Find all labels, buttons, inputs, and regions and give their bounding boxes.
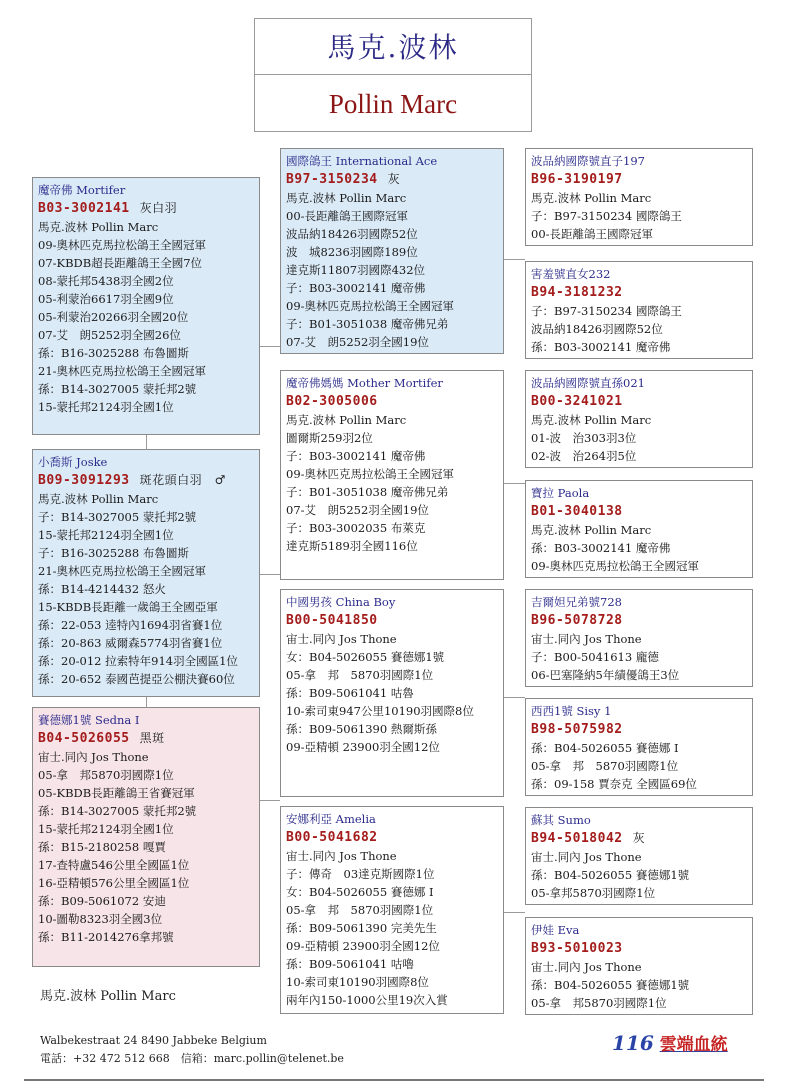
pedigree-card-gen3-3 (525, 370, 753, 468)
achievement-line: 07-艾 朗5252羽全國19位 (286, 335, 429, 349)
achievement-line: 01-波 治303羽3位 (531, 431, 637, 445)
pedigree-card-sire (32, 177, 260, 435)
bird-name: 中國男孩 China Boy (286, 595, 396, 609)
address-text: Walbekestraat 24 8490 Jabbeke Belgium (40, 1034, 267, 1047)
ring-number: B09-3091293 (38, 473, 130, 488)
bird-name: 國際鴿王 International Ace (286, 154, 438, 168)
achievement-line: 圖爾斯259羽2位 (286, 431, 373, 445)
achievement-line: 09-奧林匹克馬拉松鴿王全國冠軍 (286, 467, 455, 481)
pedigree-card-gen3-5 (525, 589, 753, 687)
pedigree-card-gen3-6 (525, 698, 753, 796)
contact-block (40, 1032, 344, 1068)
bird-name: 伊娃 Eva (531, 923, 580, 937)
achievement-line: 孫：B09-5061390 完美先生 (286, 921, 437, 935)
ring-number: B94-5018042 (531, 831, 623, 846)
achievement-line: 10-索司東10190羽國際8位 (286, 975, 429, 989)
bird-name: 安娜利亞 Amelia (286, 812, 376, 826)
pedigree-card-sedna (32, 707, 260, 967)
bird-name: 寶拉 Paola (531, 486, 590, 500)
connector-line (146, 435, 147, 449)
pedigree-card-gen3-4 (525, 480, 753, 578)
achievement-line: 05-利蒙治6617羽全國9位 (38, 292, 174, 306)
pedigree-card-dam (32, 449, 260, 697)
achievement-line: 15-KBDB長距離一歲鴿王全國亞軍 (38, 600, 218, 614)
bird-name: 蘇其 Sumo (531, 813, 591, 827)
achievement-line: 孫：B04-5026055 賽德娜1號 (531, 978, 690, 992)
achievement-line: 達克斯5189羽全國116位 (286, 539, 418, 553)
pedigree-card-gen3-2 (525, 261, 753, 359)
achievement-line: 07-艾 朗5252羽全國19位 (286, 503, 429, 517)
achievement-line: 達克斯11807羽國際432位 (286, 263, 426, 277)
ring-number: B00-5041682 (286, 830, 378, 845)
bird-color: 灰白羽 (139, 201, 178, 215)
owner-name: 馬克.波林 Pollin Marc (40, 989, 176, 1004)
title-english: Pollin Marc (328, 89, 458, 119)
achievement-line: 孫：20-012 拉索特年914羽全國區1位 (38, 654, 238, 668)
achievement-line: 09-奧林匹克馬拉松鴿王全國冠軍 (38, 238, 207, 252)
bird-name: 小喬斯 Joske (38, 455, 108, 469)
logo-number: 116 (612, 1031, 654, 1055)
achievement-line: 馬克.波林 Pollin Marc (531, 413, 652, 427)
pedigree-card-gen3-7 (525, 807, 753, 905)
achievement-line: 子：傳奇 03達克斯國際1位 (286, 867, 435, 881)
bird-color: 斑花頭白羽 ♂ (139, 473, 226, 487)
achievement-line: 宙士.同內 Jos Thone (286, 849, 397, 863)
achievement-line: 孫：B11-2014276拿邦號 (38, 930, 174, 944)
achievement-line: 宙士.同內 Jos Thone (531, 632, 642, 646)
brand-logo (612, 1030, 728, 1055)
bird-name: 波品納國際號直孫021 (531, 376, 645, 390)
achievement-line: 馬克.波林 Pollin Marc (531, 191, 652, 205)
achievement-line: 女：B04-5026055 賽德娜1號 (286, 650, 445, 664)
achievement-line: 05-拿 邦 5870羽國際1位 (531, 759, 679, 773)
achievement-line: 08-蒙托邦5438羽全國2位 (38, 274, 174, 288)
achievement-line: 馬克.波林 Pollin Marc (531, 523, 652, 537)
pedigree-card-gen3-1 (525, 148, 753, 246)
bird-color: 灰 (387, 172, 401, 186)
achievement-line: 子：B97-3150234 國際鴿王 (531, 209, 682, 223)
achievement-line: 馬克.波林 Pollin Marc (38, 220, 159, 234)
pedigree-card-gen3-8 (525, 917, 753, 1015)
connector-line (260, 800, 280, 801)
bird-color: 黑斑 (139, 731, 165, 745)
achievement-line: 15-蒙托邦2124羽全國1位 (38, 400, 174, 414)
achievement-line: 09-亞精頓 23900羽全國12位 (286, 740, 440, 754)
achievement-line: 子：B01-3051038 魔帝佛兄弟 (286, 485, 449, 499)
achievement-line: 孫：B15-2180258 嘎賈 (38, 840, 166, 854)
achievement-line: 07-艾 朗5252羽全國26位 (38, 328, 181, 342)
phone-email-text: 電話：+32 472 512 668 信箱：marc.pollin@telenet.be (40, 1052, 344, 1065)
ring-number: B97-3150234 (286, 172, 378, 187)
title-chinese: 馬克.波林 (255, 19, 531, 75)
achievement-line: 16-亞精頓576公里全國區1位 (38, 876, 190, 890)
connector-line (504, 912, 525, 913)
achievement-line: 02-波 治264羽5位 (531, 449, 637, 463)
achievement-line: 10-圖勒8323羽全國3位 (38, 912, 163, 926)
ring-number: B93-5010023 (531, 941, 623, 956)
achievement-line: 06-巴塞隆納5年績優鴿王3位 (531, 668, 680, 682)
achievement-line: 05-拿 邦5870羽國際1位 (38, 768, 174, 782)
bird-name: 波品納國際號直子197 (531, 154, 645, 168)
achievement-line: 05-利蒙治20266羽全國20位 (38, 310, 189, 324)
achievement-line: 15-蒙托邦2124羽全國1位 (38, 528, 174, 542)
achievement-line: 波品納18426羽國際52位 (531, 322, 663, 336)
achievement-line: 宙士.同內 Jos Thone (286, 632, 397, 646)
achievement-line: 孫：B09-5061072 安迪 (38, 894, 166, 908)
achievement-line: 10-索司東947公里10190羽國際8位 (286, 704, 474, 718)
achievement-line: 05-拿 邦5870羽國際1位 (531, 996, 667, 1010)
bird-name: 害羞號直女232 (531, 267, 611, 281)
bird-name: 賽德娜1號 Sedna I (38, 713, 140, 727)
achievement-line: 孫：22-053 逵特內1694羽省賽1位 (38, 618, 223, 632)
achievement-line: 孫：20-652 泰國芭提亞公棚決賽60位 (38, 672, 235, 686)
achievement-line: 09-亞精頓 23900羽全國12位 (286, 939, 440, 953)
connector-line (504, 483, 525, 484)
bottom-divider (24, 1079, 764, 1081)
pedigree-card-international-ace (280, 148, 504, 354)
achievement-line: 子：B03-3002141 魔帝佛 (286, 449, 426, 463)
ring-number: B94-3181232 (531, 285, 623, 300)
achievement-line: 子：B97-3150234 國際鴿王 (531, 304, 682, 318)
achievement-line: 子：B03-3002035 布萊克 (286, 521, 426, 535)
achievement-line: 孫：B09-5061390 熱爾斯孫 (286, 722, 437, 736)
achievement-line: 09-奧林匹克馬拉松鴿王全國冠軍 (531, 559, 700, 573)
achievement-line: 孫：B03-3002141 魔帝佛 (531, 541, 671, 555)
achievement-line: 孫：09-158 賈奈克 全國區69位 (531, 777, 697, 791)
pedigree-card-mother-mortifer (280, 370, 504, 580)
ring-number: B96-3190197 (531, 172, 623, 187)
achievement-line: 05-拿 邦 5870羽國際1位 (286, 903, 434, 917)
bird-name: 魔帝佛媽媽 Mother Mortifer (286, 376, 443, 390)
achievement-line: 09-奧林匹克馬拉松鴿王全國冠軍 (286, 299, 455, 313)
ring-number: B96-5078728 (531, 613, 623, 628)
achievement-line: 21-奧林匹克馬拉松鴿王全國冠軍 (38, 564, 207, 578)
achievement-line: 子：B03-3002141 魔帝佛 (286, 281, 426, 295)
achievement-line: 孫：B14-3027005 蒙托邦2號 (38, 804, 197, 818)
ring-number: B04-5026055 (38, 731, 130, 746)
achievement-line: 馬克.波林 Pollin Marc (38, 492, 159, 506)
achievement-line: 孫：B04-5026055 賽德娜 I (531, 741, 679, 755)
achievement-line: 宙士.同內 Jos Thone (38, 750, 149, 764)
achievement-line: 孫：B16-3025288 布魯圖斯 (38, 346, 189, 360)
achievement-line: 21-奧林匹克馬拉松鴿王全國冠軍 (38, 364, 207, 378)
ring-number: B98-5075982 (531, 722, 623, 737)
achievement-line: 17-查特盧546公里全國區1位 (38, 858, 190, 872)
bird-name: 西西1號 Sisy 1 (531, 704, 612, 718)
achievement-line: 女：B04-5026055 賽德娜 I (286, 885, 434, 899)
achievement-line: 子：B01-3051038 魔帝佛兄弟 (286, 317, 449, 331)
achievement-line: 波 城8236羽國際189位 (286, 245, 418, 259)
achievement-line: 07-KBDB超長距離鴿王全國7位 (38, 256, 203, 270)
bird-name: 吉爾妲兄弟號728 (531, 595, 622, 609)
achievement-line: 孫：B09-5061041 咕嚕 (286, 957, 414, 971)
connector-line (260, 346, 280, 347)
ring-number: B03-3002141 (38, 201, 130, 216)
connector-line (260, 574, 280, 575)
achievement-line: 00-長距離鴿王國際冠軍 (531, 227, 654, 241)
achievement-line: 05-拿邦5870羽國際1位 (531, 886, 656, 900)
pedigree-card-amelia (280, 806, 504, 1014)
achievement-line: 15-蒙托邦2124羽全國1位 (38, 822, 174, 836)
achievement-line: 孫：B03-3002141 魔帝佛 (531, 340, 671, 354)
achievement-line: 子：B00-5041613 龐德 (531, 650, 659, 664)
achievement-line: 05-拿 邦 5870羽國際1位 (286, 668, 434, 682)
connector-line (146, 697, 147, 707)
connector-line (504, 259, 525, 260)
achievement-line: 孫：B04-5026055 賽德娜1號 (531, 868, 690, 882)
achievement-line: 00-長距離鴿王國際冠軍 (286, 209, 409, 223)
achievement-line: 宙士.同內 Jos Thone (531, 960, 642, 974)
achievement-line: 子：B14-3027005 蒙托邦2號 (38, 510, 197, 524)
ring-number: B02-3005006 (286, 394, 378, 409)
ring-number: B00-5041850 (286, 613, 378, 628)
achievement-line: 孫：B09-5061041 咕魯 (286, 686, 414, 700)
ring-number: B01-3040138 (531, 504, 623, 519)
achievement-line: 馬克.波林 Pollin Marc (286, 191, 407, 205)
bird-name: 魔帝佛 Mortifer (38, 183, 126, 197)
ring-number: B00-3241021 (531, 394, 623, 409)
achievement-line: 馬克.波林 Pollin Marc (286, 413, 407, 427)
achievement-line: 兩年內150-1000公里19次入賞 (286, 993, 448, 1007)
achievement-line: 孫：B14-4214432 怒火 (38, 582, 166, 596)
achievement-line: 宙士.同內 Jos Thone (531, 850, 642, 864)
achievement-line: 05-KBDB長距離鴿王省賽冠軍 (38, 786, 195, 800)
achievement-line: 波品納18426羽國際52位 (286, 227, 418, 241)
bird-color: 灰 (632, 831, 646, 845)
achievement-line: 孫：20-863 威爾森5774羽省賽1位 (38, 636, 223, 650)
title-box (254, 18, 532, 132)
logo-text: 雲端血統 (659, 1035, 728, 1055)
connector-line (504, 697, 525, 698)
pedigree-card-china-boy (280, 589, 504, 797)
achievement-line: 孫：B14-3027005 蒙托邦2號 (38, 382, 197, 396)
achievement-line: 子：B16-3025288 布魯圖斯 (38, 546, 189, 560)
